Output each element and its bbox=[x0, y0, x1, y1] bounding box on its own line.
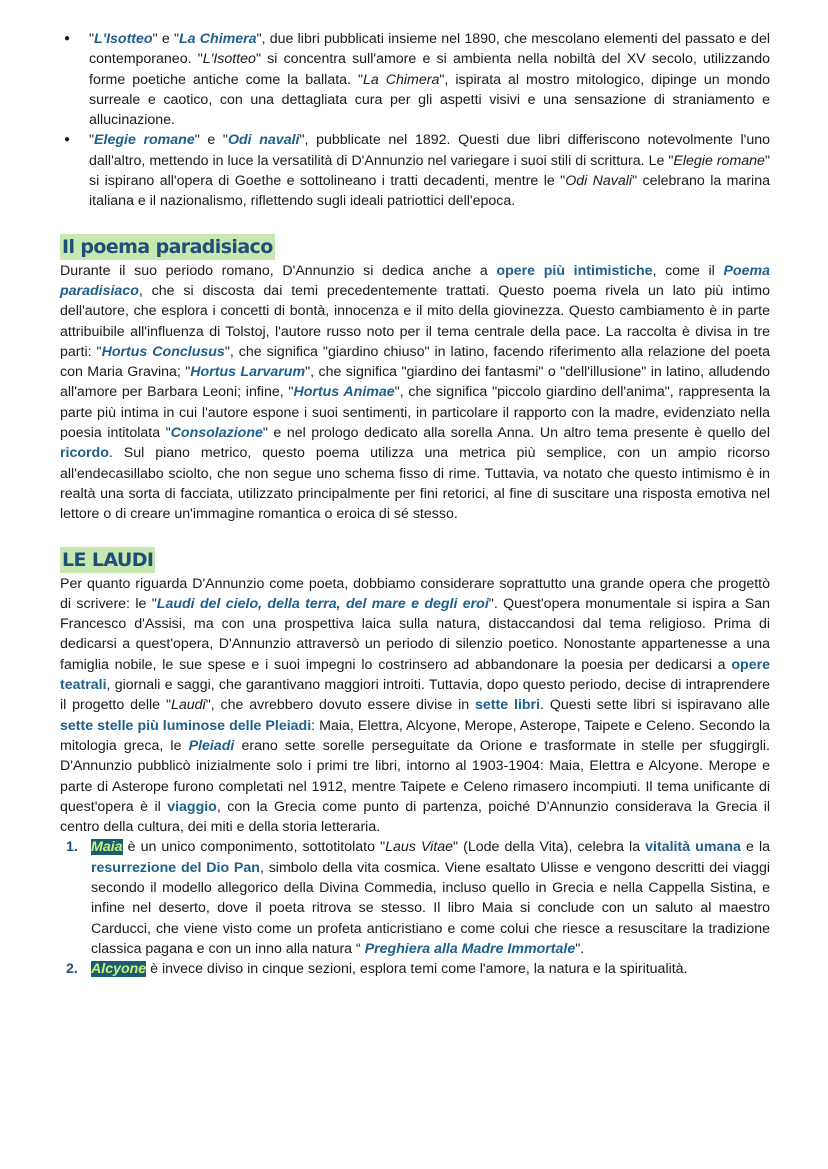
text: " (Lode della Vita), celebra la bbox=[453, 839, 646, 856]
text: " e " bbox=[194, 132, 228, 149]
book-bullet-list bbox=[60, 29, 770, 212]
book-title: Elegie romane bbox=[94, 132, 195, 149]
book-title: Odi navali bbox=[227, 132, 300, 149]
text: " si ispirano all'opera di Goethe e sottolineano i tratti decadenti, mentre le " bbox=[89, 152, 770, 190]
list-item-alcyone bbox=[60, 959, 770, 979]
text: " e " bbox=[152, 31, 179, 47]
text: . Questi sette libri si ispiravano alle bbox=[540, 697, 771, 714]
highlighted-book-name: Maia bbox=[91, 839, 123, 856]
text: ", che significa "giardino dei fantasmi" o "dell'illusione" in latino, alludendo all'amore per Barbara Leoni; infine, " bbox=[60, 364, 770, 401]
work-title: Hortus Animae bbox=[293, 384, 395, 401]
highlighted-book-name: Alcyone bbox=[91, 961, 147, 978]
keyword: sette libri bbox=[475, 697, 541, 714]
text: e la bbox=[740, 839, 770, 856]
book-title-italic: Elegie romane bbox=[673, 152, 765, 169]
text: . Sul piano metrico, questo poema utilizza una metrica più semplice, con un ampio ricorso all'endecasillabo sciolto, che non segue uno schema fisso di rime. Tuttavia, va notato che questo intimismo è in realtà una sorta di facciata, utilizzato principalmente per fini retorici, al fine di suscitare una risposta emotiva nel lettore o di creare un'immagine romantica o eroica di sé stesso. bbox=[60, 445, 770, 523]
work-title: Consolazione bbox=[170, 425, 263, 442]
book-title: L'Isotteo bbox=[94, 31, 153, 47]
text: ", che significa "piccolo giardino dell'anima", rappresenta la parte più intima in cui l'autore espone i suoi sentimenti, in particolare il rapporto con la madre, evidenziato nella poesia intitolata " bbox=[60, 384, 770, 442]
section-poema-paradisiaco bbox=[60, 234, 770, 525]
keyword: opere più intimistiche bbox=[496, 262, 653, 279]
list-number: 2. bbox=[66, 961, 78, 978]
keyword: sette stelle più luminose delle Pleiadi bbox=[60, 717, 312, 734]
text: " e nel prologo dedicato alla sorella Anna. Un altro tema presente è quello del bbox=[262, 425, 770, 442]
text: , simbolo della vita cosmica. Viene esaltato Ulisse e vengono descritti dei viaggi secondo il modello allegorico della Divina Commedia, incluso quello in Grecia e nella Cappella Sistina, e infine nel deserto, dove il poeta ritrova se stesso. Il libro Maia si conclude con un saluto al maestro Carducci, che viene visto come un profeta anticristiano e come colui che riesce a resuscitare la tradizione classica pagana e con un inno alla natura “ bbox=[91, 859, 771, 957]
work-title-italic: Laudi bbox=[170, 697, 206, 714]
text: è invece diviso in cinque sezioni, esplora temi come l'amore, la natura e la spiritualità. bbox=[146, 961, 688, 978]
text: , giornali e saggi, che garantivano maggiori introiti. Tuttavia, dopo questo periodo, decise di intraprendere il progetto delle " bbox=[60, 677, 770, 714]
text: ". Quest'opera monumentale si ispira a San Francesco d'Assisi, ma con una prospettiva laica sulla natura, distaccandosi dal tema religioso. Prima di dedicarsi a quest'opera, D'Annunzio attraversò un periodo di silenzio poetico. Nonostante appartenesse a una famiglia nobile, le sue spese e i suoi impegni lo costrinsero ad abbandonare la poesia per dedicarsi a bbox=[60, 595, 770, 673]
text: Per quanto riguarda D'Annunzio come poeta, dobbiamo considerare soprattutto una grande opera che progettò di scrivere: le " bbox=[60, 575, 770, 612]
work-title: Laudi del cielo, della terra, del mare e degli eroi bbox=[156, 595, 489, 612]
book-title-italic: L'Isotteo bbox=[202, 51, 256, 68]
list-number: 1. bbox=[66, 839, 78, 856]
bullet-item-isotteo-chimera bbox=[60, 29, 770, 130]
text: : Maia, Elettra, Alcyone, Merope, Asterope, Taipete e Celeno. Secondo la mitologia greca, le bbox=[60, 717, 770, 754]
section-le-laudi bbox=[60, 547, 770, 980]
keyword: ricordo bbox=[60, 445, 109, 462]
work-title: Preghiera alla Madre Immortale bbox=[364, 940, 576, 957]
work-title: Hortus Larvarum bbox=[190, 364, 306, 381]
bullet-item-elegie-odi bbox=[60, 130, 770, 211]
text: ", due libri pubblicati insieme nel 1890, che mescolano elementi del passato e del contemporaneo. " bbox=[89, 31, 770, 68]
text: " bbox=[89, 132, 95, 149]
text: ", che significa "giardino chiuso" in latino, facendo riferimento alla relazione del poeta con Maria Gravina; " bbox=[60, 343, 770, 381]
keyword: resurrezione del Dio Pan bbox=[91, 859, 260, 876]
book-title-italic: La Chimera bbox=[363, 71, 440, 88]
section-heading: Il poema paradisiaco bbox=[62, 235, 273, 258]
text: ", ispirata al mostro mitologico, dipinge un mondo surreale e caotico, con una dettagliata cura per gli aspetti visivi e una sensazione di straniamento e allucinazione. bbox=[89, 71, 771, 129]
keyword: viaggio bbox=[167, 798, 217, 815]
work-title: Hortus Conclusus bbox=[101, 343, 225, 360]
keyword-italic: Pleiadi bbox=[188, 737, 235, 754]
text: ", pubblicate nel 1892. Questi due libri differiscono notevolmente l'uno dall'altro, mettendo in luce la versatilità di D'Annunzio nel variegare i suoi stili di scrittura. Le " bbox=[89, 132, 770, 169]
keyword: opere teatrali bbox=[60, 656, 770, 694]
text: , con la Grecia come punto di partenza, poiché D'Annunzio considerava la Grecia il centro della cultura, dei miti e della storia letteraria. bbox=[60, 798, 770, 836]
keyword: vitalità umana bbox=[645, 839, 741, 856]
laudi-book-list bbox=[60, 837, 770, 979]
work-title-italic: Laus Vitae bbox=[385, 839, 454, 856]
text: è un unico componimento, sottotitolato " bbox=[122, 839, 386, 856]
text: ", che avrebbero dovuto essere divise in bbox=[205, 697, 476, 714]
text: erano sette sorelle perseguitate da Orione e trasformate in stelle per sfuggirgli. D'Annunzio pubblicò inizialmente solo i primi tre libri, intorno al 1903-1904: Maia, Elettra e Alcyone. Merope e parte di Asterope furono completati nel 1912, mentre Taipete e Celeno rimasero incompiuti. Il tema unificante di quest'opera è il bbox=[60, 737, 770, 815]
section-paragraph bbox=[60, 261, 770, 525]
work-title: Poema paradisiaco bbox=[60, 262, 770, 299]
section-heading: LE LAUDI bbox=[62, 548, 154, 571]
text: " si concentra sull'amore e si ambienta nella nobiltà del XV secolo, utilizzando forme poetiche antiche come la ballata. " bbox=[89, 51, 770, 88]
text: " bbox=[89, 31, 95, 47]
book-title: La Chimera bbox=[179, 31, 257, 47]
text: ". bbox=[575, 940, 585, 957]
text: Durante il suo periodo romano, D'Annunzio si dedica anche a bbox=[60, 262, 497, 279]
text: , che si discosta dai temi precedentemente trattati. Questo poema rivela un lato più intimo dell'autore, che esplora i concetti di bontà, innocenza e il mito della giovinezza. Questo cambiamento è in parte attribuibile all'influenza di Tolstoj, l'autore russo noto per il tema centrale della pace. La raccolta è divisa in tre parti: " bbox=[60, 282, 770, 360]
text: , come il bbox=[652, 262, 724, 279]
section-paragraph bbox=[60, 574, 770, 838]
text: " celebrano la marina italiana e il nazionalismo, riflettendo sugli ideali patriottici dell'epoca. bbox=[89, 173, 770, 210]
book-title-italic: Odi Navali bbox=[565, 173, 633, 190]
list-item-maia bbox=[60, 837, 770, 959]
